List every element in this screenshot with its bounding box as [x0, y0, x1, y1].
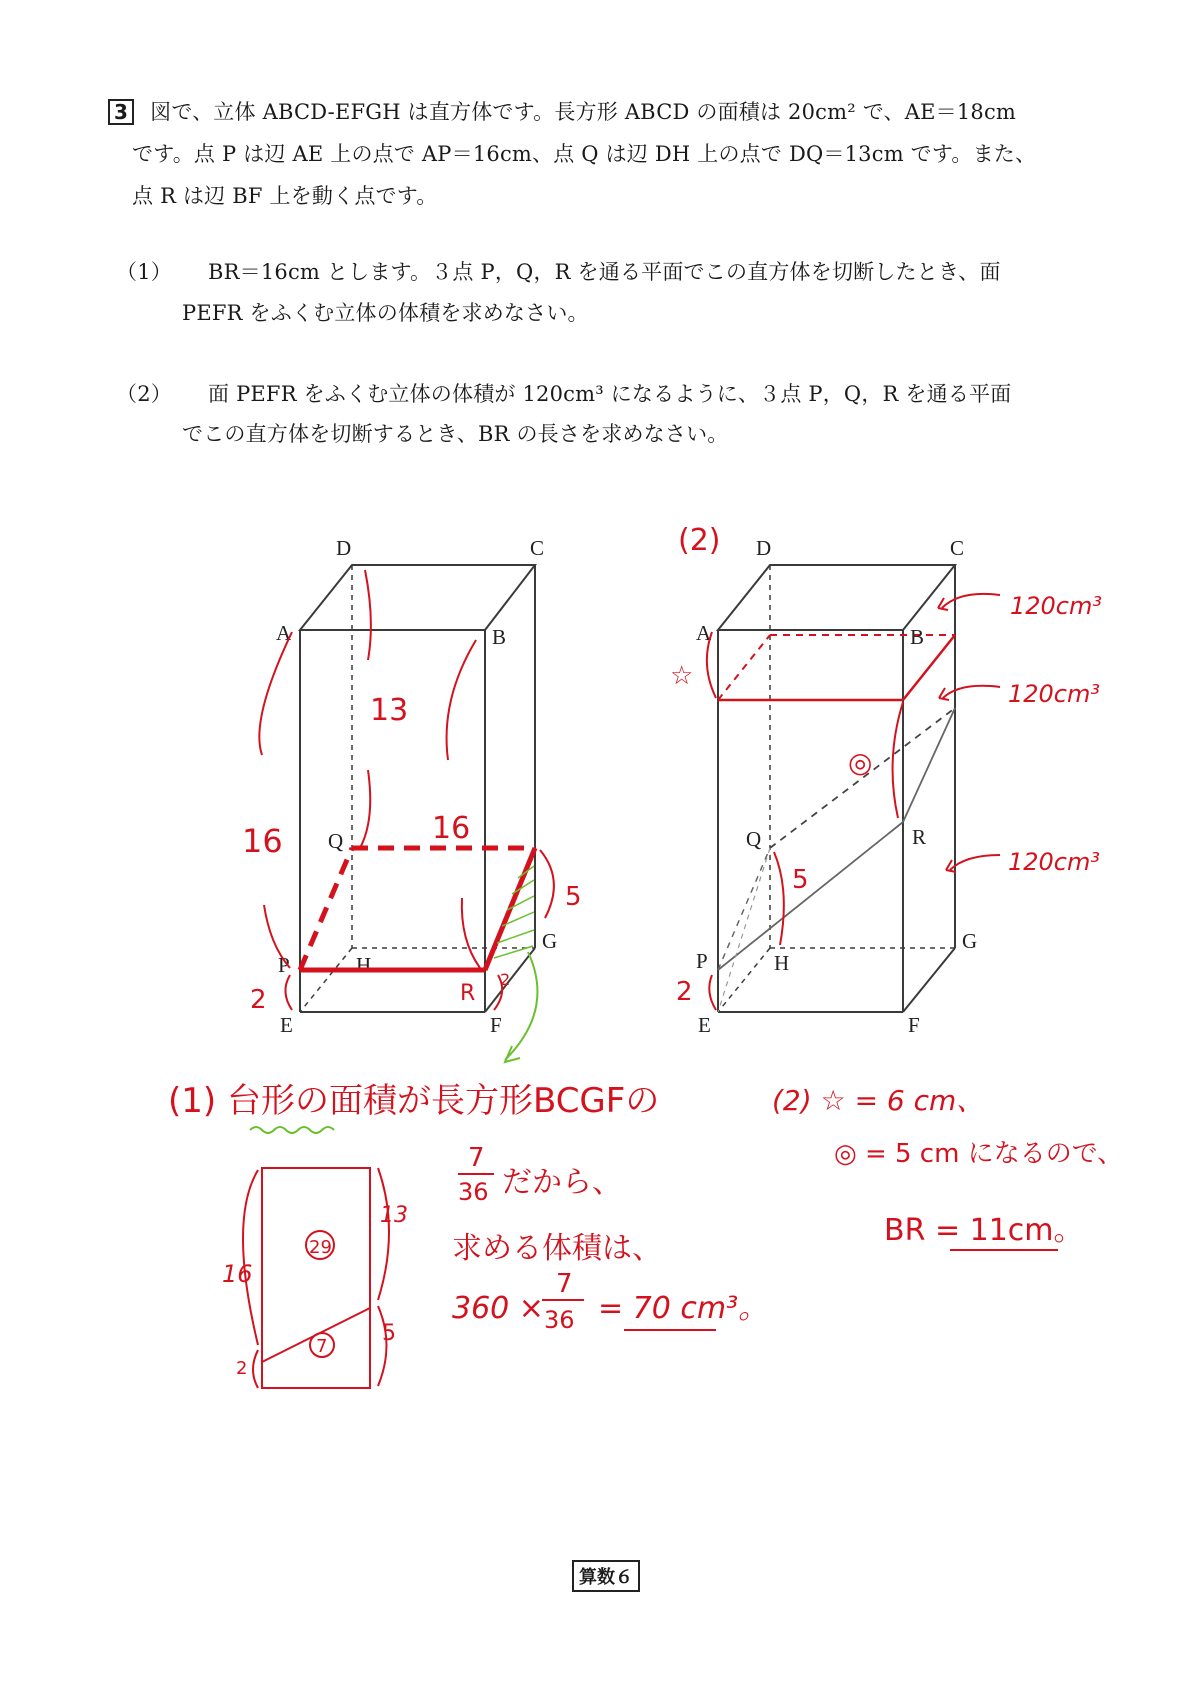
hw-vol-bot: 120cm³ [1008, 848, 1101, 876]
problem-stem-1: 図で、立体 ABCD-EFGH は直方体です。長方形 ABCD の面積は 20cm² で、AE＝18cm [150, 100, 1017, 124]
hw-part2-title: (2) [678, 523, 721, 558]
ans1-wavy-underline [250, 1127, 334, 1133]
right-hw [670, 523, 1102, 1007]
hw-5-qh: 5 [792, 865, 809, 895]
ans1-frac-num: 7 [468, 1143, 485, 1173]
right-label-a: A [696, 621, 712, 645]
left-cut-section [300, 848, 537, 1062]
q2-label: （2） [116, 382, 172, 406]
ans1-frac-den: 36 [458, 1178, 489, 1206]
hw-16-ap: 16 [242, 822, 283, 860]
ans1-calc-left: 360 × [452, 1291, 544, 1326]
hw-16-br: 16 [432, 811, 471, 846]
left-label-e: E [280, 1013, 293, 1037]
ans1-box-29: 29 [309, 1237, 332, 1258]
left-label-a: A [276, 621, 292, 645]
hw-r-label: R [460, 981, 476, 1006]
hw-13-dq: 13 [370, 693, 409, 728]
q2-line-2: でこの直方体を切断するとき、BR の長さを求めなさい。 [182, 422, 729, 446]
problem-line-3: 点 R は辺 BF 上を動く点です。 [132, 184, 438, 208]
problem-line-2: です。点 P は辺 AE 上の点で AP＝16cm、点 Q は辺 DH 上の点で DQ＝13cm です。また、 [132, 142, 1037, 166]
answer-1 [168, 1081, 768, 1388]
left-label-g: G [542, 929, 558, 953]
right-label-b: B [910, 625, 925, 649]
left-label-p: P [278, 953, 290, 977]
right-label-e: E [698, 1013, 711, 1037]
right-label-q: Q [746, 827, 762, 851]
q2-line-1: 面 PEFR をふくむ立体の体積が 120cm³ になるように、３点 P，Q，R を通る平面 [208, 382, 1012, 406]
hw-star-ap: ☆ [670, 661, 694, 691]
left-label-b: B [492, 625, 507, 649]
q1-line-2: PEFR をふくむ立体の体積を求めなさい。 [182, 301, 589, 325]
right-label-p: P [696, 949, 708, 973]
answer-2 [772, 1084, 1123, 1250]
hw-vol-top: 120cm³ [1010, 592, 1103, 620]
hw-vol-mid: 120cm³ [1008, 680, 1101, 708]
problem-number: 3 [108, 99, 134, 125]
ans1-calc-right: = 70 cm³。 [598, 1291, 769, 1326]
ans1-calc-frac-num: 7 [556, 1269, 573, 1299]
ans1-box-16: 16 [222, 1260, 253, 1288]
left-label-d: D [336, 536, 352, 560]
hw-2-rf: 2 [500, 970, 511, 989]
right-label-g: G [962, 929, 978, 953]
right-label-h: H [774, 951, 790, 975]
right-label-d: D [756, 536, 772, 560]
left-prism-labels [276, 536, 557, 1037]
ans1-calc-frac-den: 36 [544, 1306, 575, 1334]
hw-2-pe-right: 2 [676, 977, 693, 1007]
right-prism-labels [696, 536, 977, 1037]
ans1-line2: だから、 [502, 1165, 622, 1200]
right-cut-lines [718, 635, 955, 1012]
ans1-box-2: 2 [236, 1358, 248, 1379]
q1-line-1: BR＝16cm とします。３点 P，Q，R を通る平面でこの直方体を切断したとき、面 [208, 260, 1001, 284]
ans2-line3: BR = 11cm。 [884, 1213, 1084, 1248]
left-label-c: C [530, 536, 545, 560]
left-label-q: Q [328, 829, 344, 853]
hw-circle-br: ◎ [848, 746, 873, 779]
left-label-h: H [356, 953, 372, 977]
ans1-line1: (1) 台形の面積が長方形BCGFの [168, 1081, 660, 1121]
ans1-line3: 求める体積は、 [452, 1231, 662, 1266]
hw-2-pe: 2 [250, 985, 267, 1015]
ans1-box-7: 7 [316, 1336, 328, 1357]
page-footer: 算数６ [572, 1560, 640, 1592]
ans2-line1: (2) ☆ = 6 cm、 [772, 1084, 985, 1117]
right-label-r: R [912, 825, 927, 849]
left-annotations [259, 570, 554, 1010]
hw-5-cg: 5 [565, 882, 582, 912]
right-label-c: C [950, 536, 965, 560]
ans2-line2: ◎ = 5 cm になるので、 [834, 1139, 1124, 1169]
q1-label: （1） [116, 260, 172, 284]
right-label-f: F [908, 1013, 920, 1037]
ans1-box-5: 5 [382, 1321, 396, 1346]
ans1-box-13: 13 [380, 1203, 408, 1228]
left-label-f: F [490, 1013, 502, 1037]
